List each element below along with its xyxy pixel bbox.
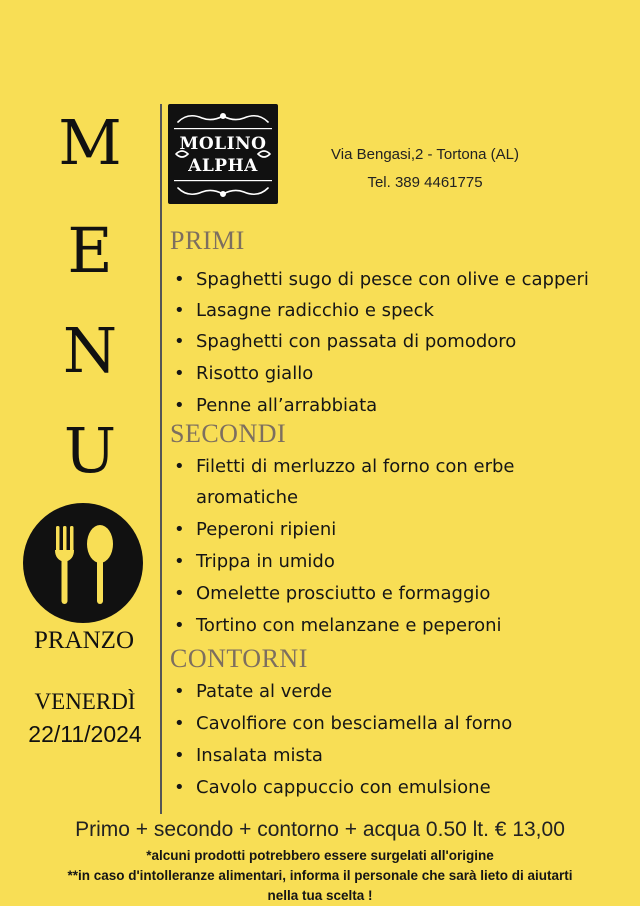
list-item: • Cavolo cappuccio con emulsione (174, 777, 491, 798)
menu-letter-e: E (67, 214, 113, 287)
address-street: Via Bengasi,2 - Tortona (AL) (331, 146, 519, 163)
menu-letter-n: N (62, 314, 118, 387)
menu-letter-m: M (58, 106, 122, 179)
list-item: • Peperoni ripieni (174, 519, 337, 540)
list-item: • Trippa in umido (174, 551, 335, 572)
list-item: • Patate al verde (174, 681, 333, 702)
note-frozen: *alcuni prodotti potrebbero essere surgelati all'origine (146, 848, 494, 863)
logo-line-2: ALPHA (188, 156, 258, 176)
list-item: • Omelette prosciutto e formaggio (174, 583, 491, 604)
fork-spoon-plate-icon (22, 502, 144, 624)
section-title-secondi: SECONDI (170, 419, 287, 448)
list-item: • Lasagne radicchio e speck (174, 300, 434, 321)
date-block (10, 688, 160, 750)
vertical-divider (160, 104, 162, 814)
note-intolerance-cont: nella tua scelta ! (267, 888, 373, 903)
day-label: VENERDÌ (34, 689, 136, 714)
meal-label: PRANZO (33, 627, 134, 654)
list-item: • Tortino con melanzane e peperoni (174, 615, 502, 636)
menu-letter-u: U (63, 414, 117, 487)
list-item: • Penne all’arrabbiata (174, 395, 378, 416)
note-intolerance: **in caso d'intolleranze alimentari, informa il personale che sarà lieto di aiutarti (67, 868, 573, 883)
section-title-primi: PRIMI (170, 226, 245, 255)
price-line: Primo + secondo + contorno + acqua 0.50 lt. € 13,00 (75, 818, 565, 841)
list-item: • Filetti di merluzzo al forno con erbe (174, 456, 515, 477)
list-item: • Risotto giallo (174, 363, 314, 384)
list-item: • Spaghetti con passata di pomodoro (174, 331, 517, 352)
list-item: • Spaghetti sugo di pesce con olive e capperi (174, 269, 589, 290)
address-phone: Tel. 389 4461775 (367, 174, 483, 191)
list-item: • Insalata mista (174, 745, 323, 766)
logo-line-1: MOLINO (179, 134, 267, 154)
molino-alpha-logo (168, 104, 278, 204)
list-item: • Cavolfiore con besciamella al forno (174, 713, 513, 734)
section-title-contorni: CONTORNI (170, 644, 308, 673)
date-label: 22/11/2024 (28, 721, 142, 747)
list-item-continuation: aromatiche (196, 487, 299, 508)
